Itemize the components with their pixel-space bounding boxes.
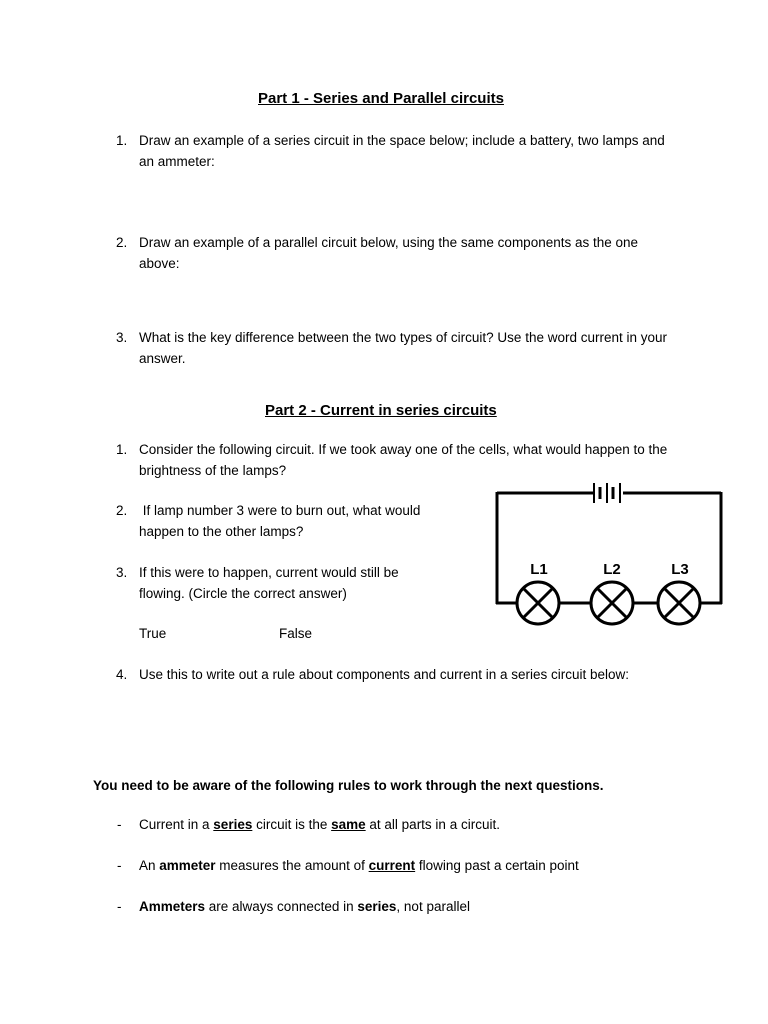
rule-2 xyxy=(139,856,579,877)
rules-intro: You need to be aware of the following rules to work through the next questions. xyxy=(93,778,604,793)
rule-1-bullet: - xyxy=(117,817,122,832)
part1-q1-text: Draw an example of a series circuit in the space below; include a battery, two lamps and an ammeter: xyxy=(139,133,665,169)
part1-heading: Part 1 - Series and Parallel circuits xyxy=(258,90,504,107)
rule-2-current: current xyxy=(368,858,416,873)
part2-q3-text: If this were to happen, current would still be flowing. (Circle the correct answer) xyxy=(139,565,399,601)
rule-2-ammeter: ammeter xyxy=(159,858,216,873)
part2-q3-number: 3. xyxy=(116,565,128,580)
part2-q2-text: If lamp number 3 were to burn out, what would happen to the other lamps? xyxy=(139,503,425,539)
lamp-2-icon xyxy=(591,582,633,624)
part1-q1-number: 1. xyxy=(116,133,128,148)
part2-heading: Part 2 - Current in series circuits xyxy=(265,402,497,419)
rule-2-text-a: An xyxy=(139,858,160,873)
option-true[interactable]: True xyxy=(139,626,167,641)
lamp-label-l2: L2 xyxy=(603,561,621,578)
rule-3-text-d: , not parallel xyxy=(396,899,470,914)
part2-q4-text: Use this to write out a rule about components and current in a series circuit below: xyxy=(139,667,629,682)
part1-q3-number: 3. xyxy=(116,330,128,345)
lamp-label-l3: L3 xyxy=(671,561,689,578)
rule-1-text-e: at all parts in a circuit. xyxy=(365,817,500,832)
part2-q4-number: 4. xyxy=(116,667,128,682)
part1-q2-number: 2. xyxy=(116,235,128,250)
battery-icon xyxy=(594,483,620,503)
rule-2-bullet: - xyxy=(117,858,122,873)
rule-1-same: same xyxy=(331,817,366,832)
rule-3-text-b: are always connected in xyxy=(205,899,358,914)
rule-1-text-c: circuit is the xyxy=(252,817,332,832)
lamp-1-icon xyxy=(517,582,559,624)
part1-q3-text: What is the key difference between the two types of circuit? Use the word current in your answer. xyxy=(139,330,668,366)
part2-q2-number: 2. xyxy=(116,503,128,518)
option-false[interactable]: False xyxy=(279,626,313,641)
rule-1-text-a: Current in a xyxy=(139,817,214,832)
rule-3 xyxy=(139,897,470,918)
rule-1-series: series xyxy=(213,817,253,832)
part2-q1-number: 1. xyxy=(116,442,128,457)
rule-2-text-e: flowing past a certain point xyxy=(415,858,579,873)
part2-q1-text: Consider the following circuit. If we took away one of the cells, what would happen to the brightness of the lamps? xyxy=(139,442,668,478)
rule-1 xyxy=(139,815,500,836)
rule-3-ammeters: Ammeters xyxy=(139,899,206,914)
part1-q2-text: Draw an example of a parallel circuit below, using the same components as the one above: xyxy=(139,235,639,271)
lamp-label-l1: L1 xyxy=(530,561,548,578)
rule-2-text-c: measures the amount of xyxy=(215,858,369,873)
rule-3-bullet: - xyxy=(117,899,122,914)
rule-3-series: series xyxy=(357,899,397,914)
series-circuit-diagram xyxy=(490,478,730,628)
lamp-3-icon xyxy=(658,582,700,624)
